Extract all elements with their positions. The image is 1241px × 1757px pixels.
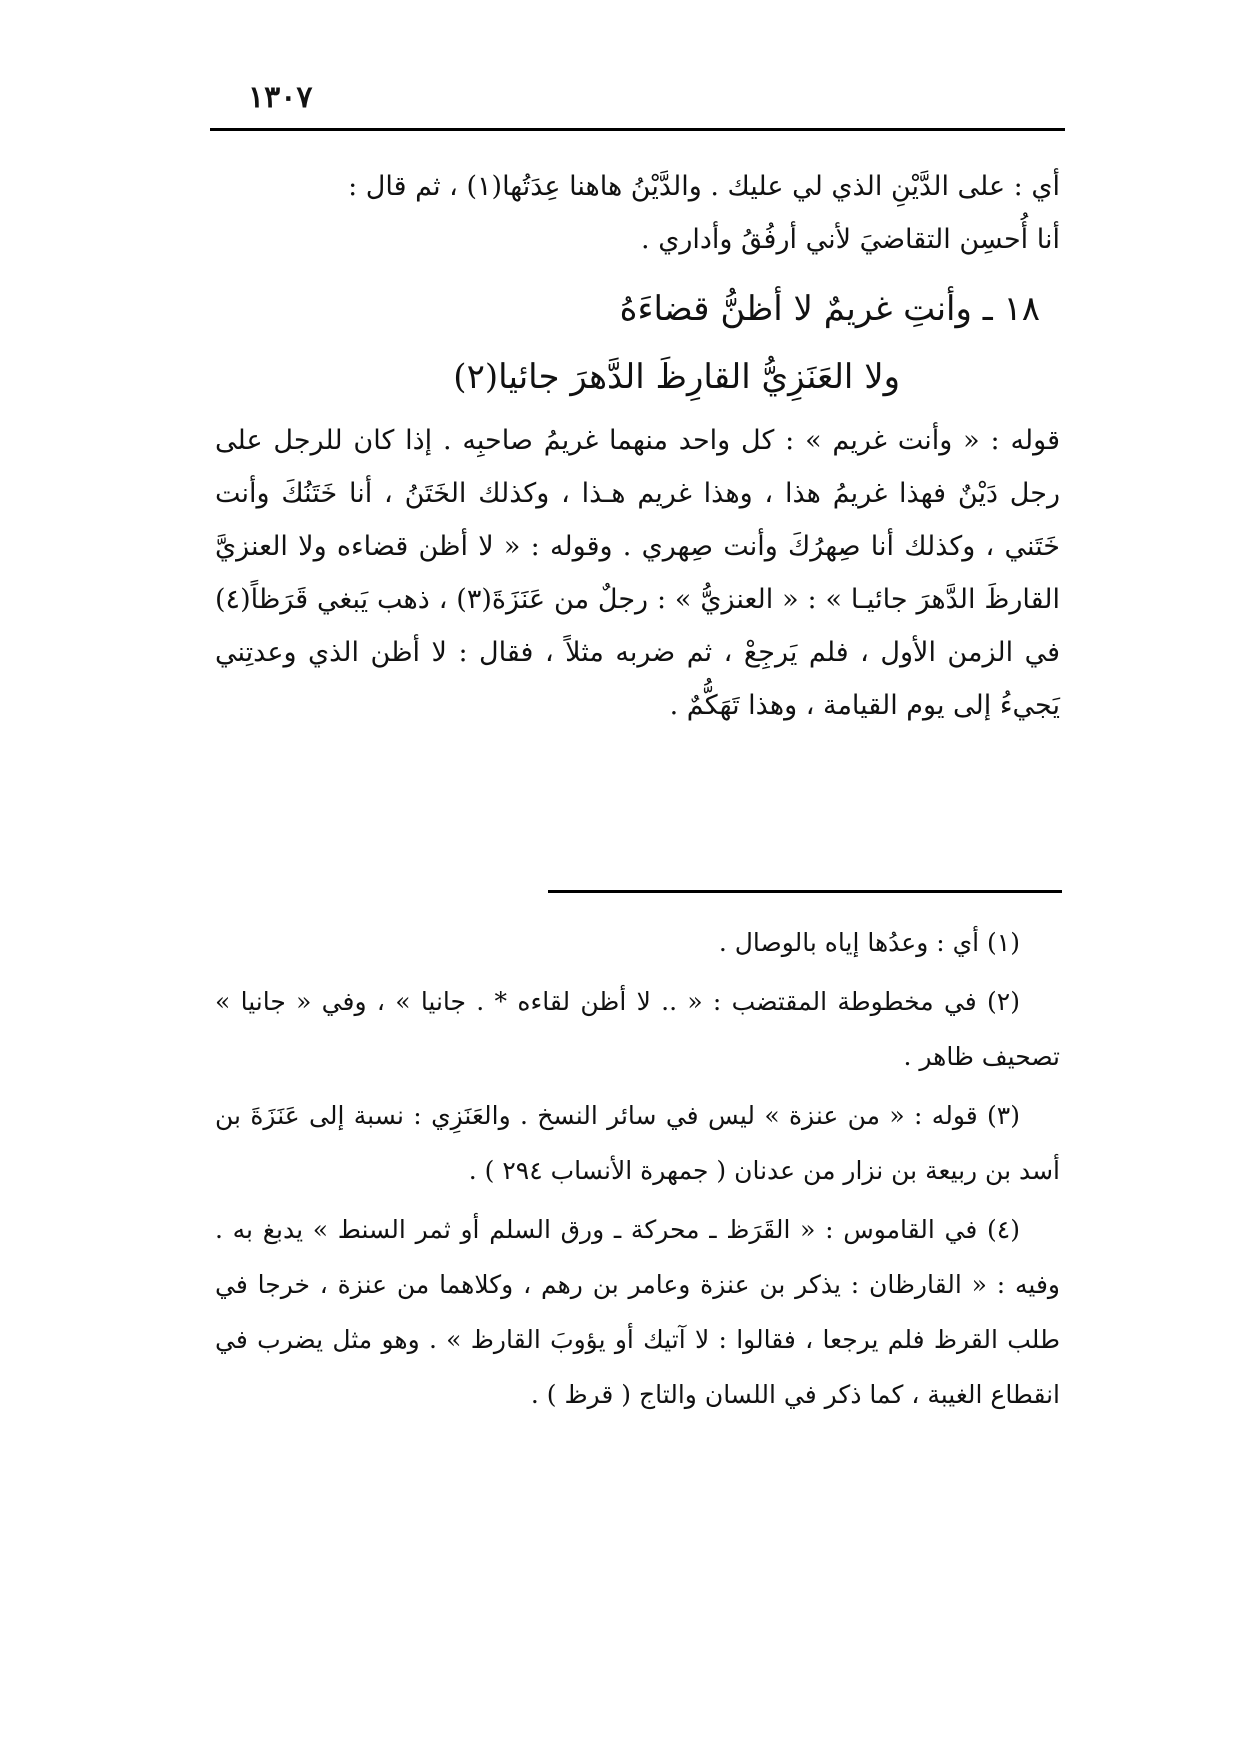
text-line-1: أي : على الدَّيْنِ الذي لي عليك . والدَّيْنُ هاهنا عِدَتُها(١) ، ثم قال : xyxy=(348,171,1060,202)
footnote-separator xyxy=(548,890,1062,893)
header-rule xyxy=(210,128,1065,131)
commentary-paragraph: قوله : « وأنت غريم » : كل واحد منهما غريمُ صاحبِه . إذا كان للرجل على رجل دَيْنٌ فهذا غريمُ هذا ، وهذا غريم هـذا ، وكذلك الخَتَنُ ، أنا خَتَنُكَ وأنت خَتَني ، وكذلك أنا صِهرُكَ وأنت صِهري . وقوله : « لا أظن قضاءه ولا العنزيَّ القارظَ الدَّهرَ جائيـا » : « العنزيُّ » : رجلٌ من عَنَزَةَ(٣) ، ذهب يَبغي قَرَظاً(٤) في الزمن الأول ، فلم يَرجِعْ ، ثم ضربه مثلاً ، فقال : لا أظن الذي وعدتِني يَجيءُ إلى يوم القيامة ، وهذا تَهَكُّمٌ . xyxy=(215,425,1060,721)
text-line-2: أنا أُحسِن التقاضيَ لأني أرفُقُ وأداري . xyxy=(641,224,1060,255)
page-number: ١٣٠٧ xyxy=(248,80,313,115)
footnote-2: (٢) في مخطوطة المقتضب : « .. لا أظن لقاءه * . جانيا » ، وفي « جانيا » تصحيف ظاهر . xyxy=(215,987,1060,1071)
footnote-4: (٤) في القاموس : « القَرَظ ـ محركة ـ ورق السلم أو ثمر السنط » يدبغ به . وفيه : « القارظان : يذكر بن عنزة وعامر بن رهم ، وكلاهما من عنزة ، خرجا في طلب القرظ فلم يرجعا ، فقالوا : لا آتيك أو يؤوبَ القارظ » . وهو مثل يضرب في انقطاع الغيبة ، كما ذكر في اللسان والتاج ( قرظ ) . xyxy=(215,1215,1060,1409)
verse-line-1: ١٨ ـ وأنتِ غريمٌ لا أظنُّ قضاءَهُ xyxy=(619,289,1040,329)
footnote-1: (١) أي : وعدُها إياه بالوصال . xyxy=(718,928,1020,957)
main-text xyxy=(215,160,1060,732)
footnote-3: (٣) قوله : « من عنزة » ليس في سائر النسخ . والعَنَزِي : نسبة إلى عَنَزَةَ بن أسد بن ربيعة بن نزار من عدنان ( جمهرة الأنساب ٢٩٤ ) . xyxy=(215,1101,1060,1185)
footnotes xyxy=(215,915,1060,1426)
verse-line-2: ولا العَنَزِيُّ القارِظَ الدَّهرَ جائيا(٢) xyxy=(453,357,900,397)
